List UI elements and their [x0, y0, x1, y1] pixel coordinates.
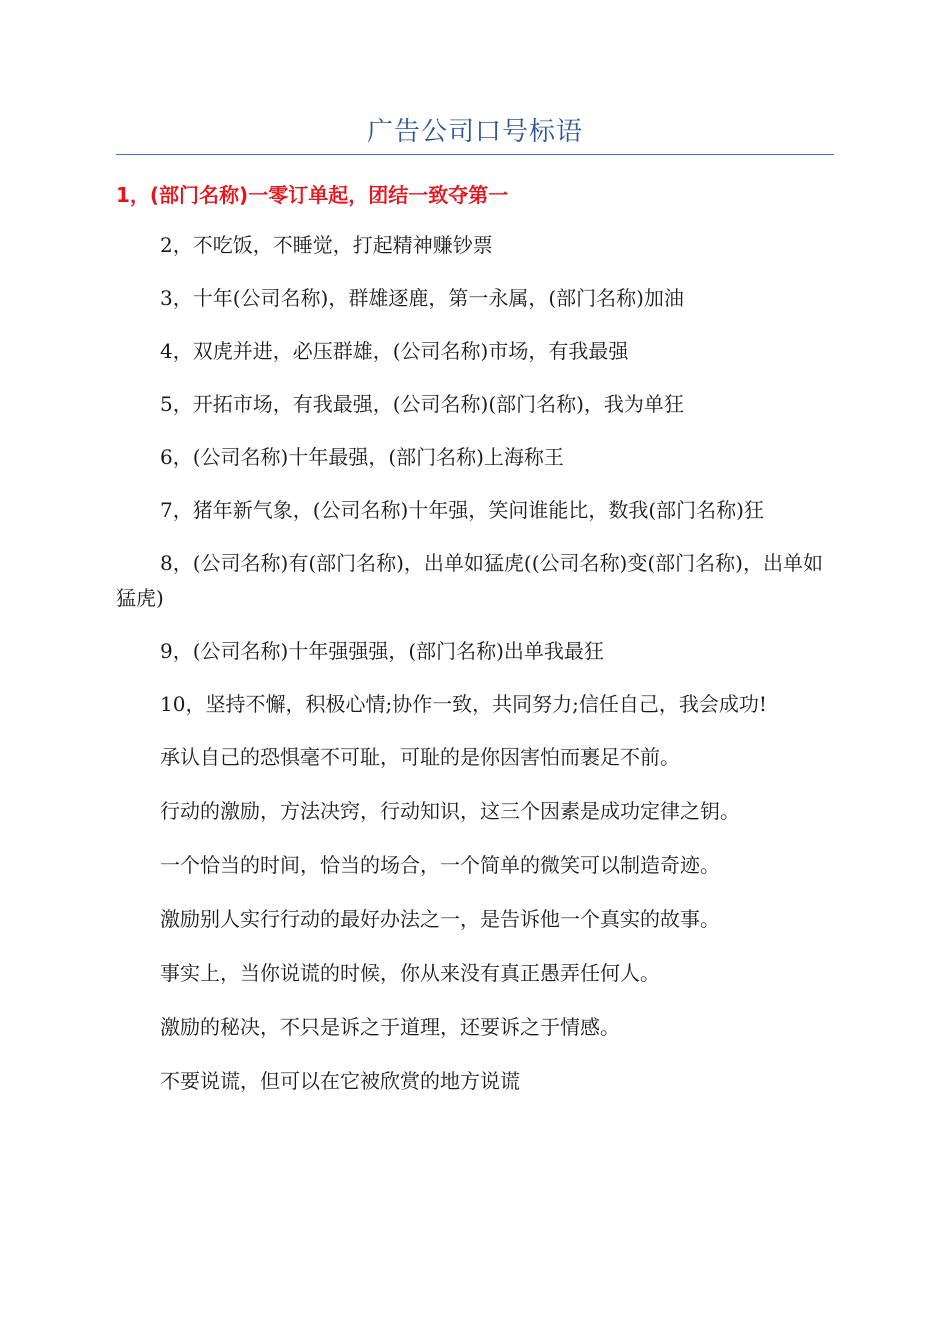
slogan-item: 6，(公司名称)十年最强，(部门名称)上海称王 [160, 445, 564, 469]
saying-paragraph: 承认自己的恐惧毫不可耻，可耻的是你因害怕而裹足不前。 [160, 745, 680, 769]
slogan-item: 4，双虎并进，必压群雄，(公司名称)市场，有我最强 [160, 339, 629, 363]
slogan-heading: 1，(部门名称)一零订单起，团结一致夺第一 [116, 183, 509, 207]
slogan-item: 9，(公司名称)十年强强强，(部门名称)出单我最狂 [160, 639, 604, 663]
document-title: 广告公司口号标语 [366, 117, 583, 147]
slogan-item: 2，不吃饭，不睡觉，打起精神赚钞票 [160, 233, 493, 257]
slogan-item: 8，(公司名称)有(部门名称)，出单如猛虎((公司名称)变(部门名称)，出单如猛虎) [116, 551, 823, 610]
saying-paragraph: 不要说谎，但可以在它被欣赏的地方说谎 [160, 1069, 520, 1093]
saying-paragraph: 激励别人实行行动的最好办法之一，是告诉他一个真实的故事。 [160, 907, 720, 931]
document-body [116, 180, 834, 1118]
slogan-item: 10，坚持不懈，积极心情;协作一致，共同努力;信任自己，我会成功! [160, 692, 767, 716]
saying-paragraph: 激励的秘决，不只是诉之于道理，还要诉之于情感。 [160, 1015, 620, 1039]
title-underline [116, 154, 834, 155]
slogan-item: 7，猪年新气象，(公司名称)十年强，笑问谁能比，数我(部门名称)狂 [160, 498, 764, 522]
slogan-item: 5，开拓市场，有我最强，(公司名称)(部门名称)，我为单狂 [160, 392, 684, 416]
saying-paragraph: 行动的激励，方法决窍，行动知识，这三个因素是成功定律之钥。 [160, 799, 740, 823]
saying-paragraph: 事实上，当你说谎的时候，你从来没有真正愚弄任何人。 [160, 961, 660, 985]
slogan-item: 3，十年(公司名称)，群雄逐鹿，第一永属，(部门名称)加油 [160, 286, 684, 310]
saying-paragraph: 一个恰当的时间，恰当的场合，一个简单的微笑可以制造奇迹。 [160, 853, 720, 877]
